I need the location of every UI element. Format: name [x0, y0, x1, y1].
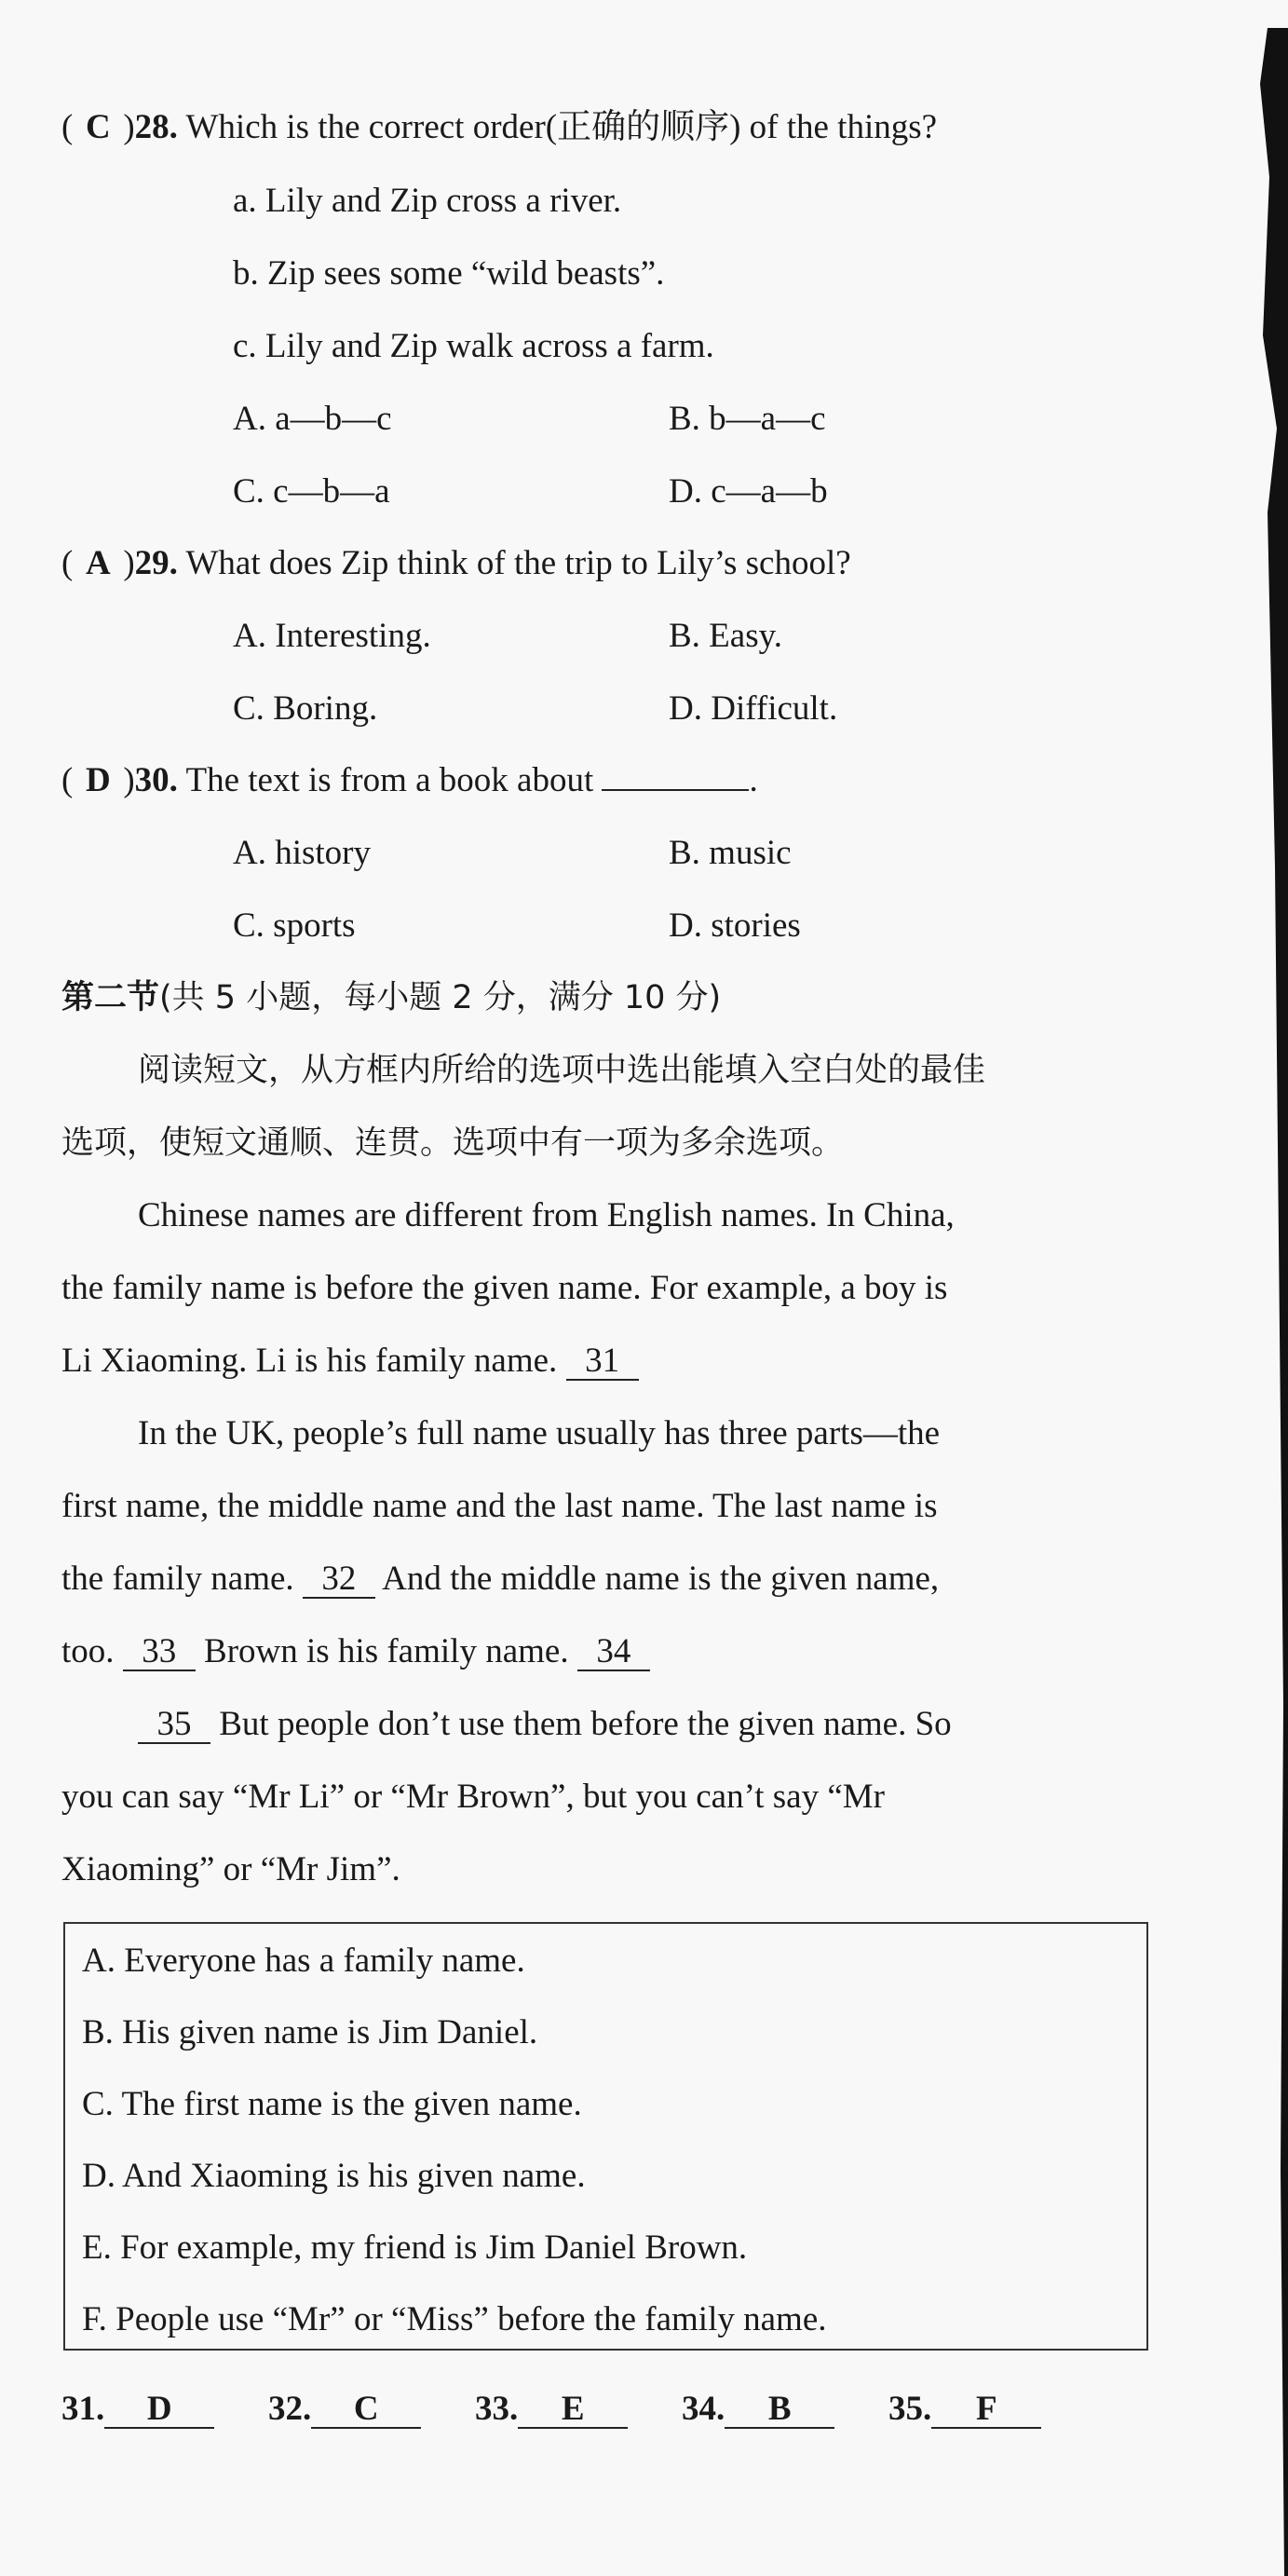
option-d: D. Difficult.	[669, 689, 838, 728]
option-a: A. Interesting.	[233, 617, 431, 655]
question-30: ( D )30. The text is from a book about .	[61, 761, 758, 799]
edge-shadow-shape	[1260, 28, 1288, 2576]
answer-35: 35. F	[888, 2389, 1041, 2430]
passage-line: Chinese names are different from English names. In China,	[138, 1196, 955, 1234]
option-d: D. stories	[669, 906, 801, 945]
answer-28: C	[85, 108, 111, 146]
instructions-line-1: 阅读短文，从方框内所给的选项中选出能填入空白处的最佳	[138, 1052, 986, 1089]
sequence-item-a: a. Lily and Zip cross a river.	[233, 182, 622, 220]
passage-line: Li Xiaoming. Li is his family name. 31	[61, 1341, 639, 1382]
answer-31: 31. D	[61, 2389, 214, 2430]
section-heading: 第二节(共 5 小题，每小题 2 分，满分 10 分)	[61, 979, 722, 1016]
option-c: C. c—b—a	[233, 472, 390, 511]
question-number: 29.	[134, 544, 178, 582]
question-text: What does Zip think of the trip to Lily’s school?	[185, 544, 851, 582]
option-b: B. b—a—c	[669, 400, 826, 438]
answer-30: D	[85, 761, 111, 799]
blank-32: 32	[303, 1561, 375, 1599]
blank-31: 31	[566, 1343, 639, 1381]
passage-line: first name, the middle name and the last name. The last name is	[61, 1487, 938, 1525]
passage-line: the family name. 32 And the middle name is the given name,	[61, 1560, 940, 1598]
blank-33: 33	[123, 1634, 196, 1671]
option-b: B. Easy.	[669, 617, 782, 655]
question-text: Which is the correct order(正确的顺序) of the things?	[185, 108, 938, 146]
question-text: The text is from a book about	[185, 761, 594, 799]
instructions-line-2: 选项，使短文通顺、连贯。选项中有一项为多余选项。	[61, 1124, 845, 1162]
box-option-f: F. People use “Mr” or “Miss” before the family name.	[82, 2300, 827, 2338]
passage-line: the family name is before the given name. For example, a boy is	[61, 1269, 948, 1307]
answer-34: 34. B	[682, 2389, 834, 2430]
option-a: A. history	[233, 834, 371, 872]
blank-35: 35	[138, 1707, 210, 1744]
box-option-e: E. For example, my friend is Jim Daniel Brown.	[82, 2228, 748, 2267]
option-b: B. music	[669, 834, 792, 872]
question-29: ( A )29. What does Zip think of the trip to Lily’s school?	[61, 544, 851, 582]
box-option-c: C. The first name is the given name.	[82, 2085, 582, 2123]
answer-33: 33. E	[475, 2389, 628, 2430]
passage-line: Xiaoming” or “Mr Jim”.	[61, 1850, 400, 1888]
box-option-d: D. And Xiaoming is his given name.	[82, 2157, 586, 2195]
option-c: C. sports	[233, 906, 356, 945]
sequence-item-b: b. Zip sees some “wild beasts”.	[233, 254, 665, 293]
box-option-b: B. His given name is Jim Daniel.	[82, 2013, 538, 2051]
answer-32: 32. C	[268, 2389, 421, 2430]
passage-line: 35 But people don’t use them before the given name. So	[138, 1704, 952, 1745]
options-box	[63, 1922, 1148, 2351]
box-option-a: A. Everyone has a family name.	[82, 1942, 525, 1980]
option-c: C. Boring.	[233, 689, 378, 728]
scan-edge-shadow	[1232, 28, 1288, 2576]
question-number: 28.	[134, 108, 178, 146]
option-a: A. a—b—c	[233, 400, 392, 438]
question-28: ( C )28. Which is the correct order(正确的顺序) of the things?	[61, 108, 938, 146]
passage-line: too. 33 Brown is his family name. 34	[61, 1631, 650, 1672]
answer-blank	[602, 789, 749, 791]
question-number: 30.	[134, 761, 178, 799]
passage-line: you can say “Mr Li” or “Mr Brown”, but you can’t say “Mr	[61, 1778, 885, 1816]
option-d: D. c—a—b	[669, 472, 828, 511]
passage-line: In the UK, people’s full name usually has three parts—the	[138, 1414, 941, 1452]
sequence-item-c: c. Lily and Zip walk across a farm.	[233, 327, 714, 365]
blank-34: 34	[577, 1634, 650, 1671]
answer-29: A	[85, 544, 111, 582]
